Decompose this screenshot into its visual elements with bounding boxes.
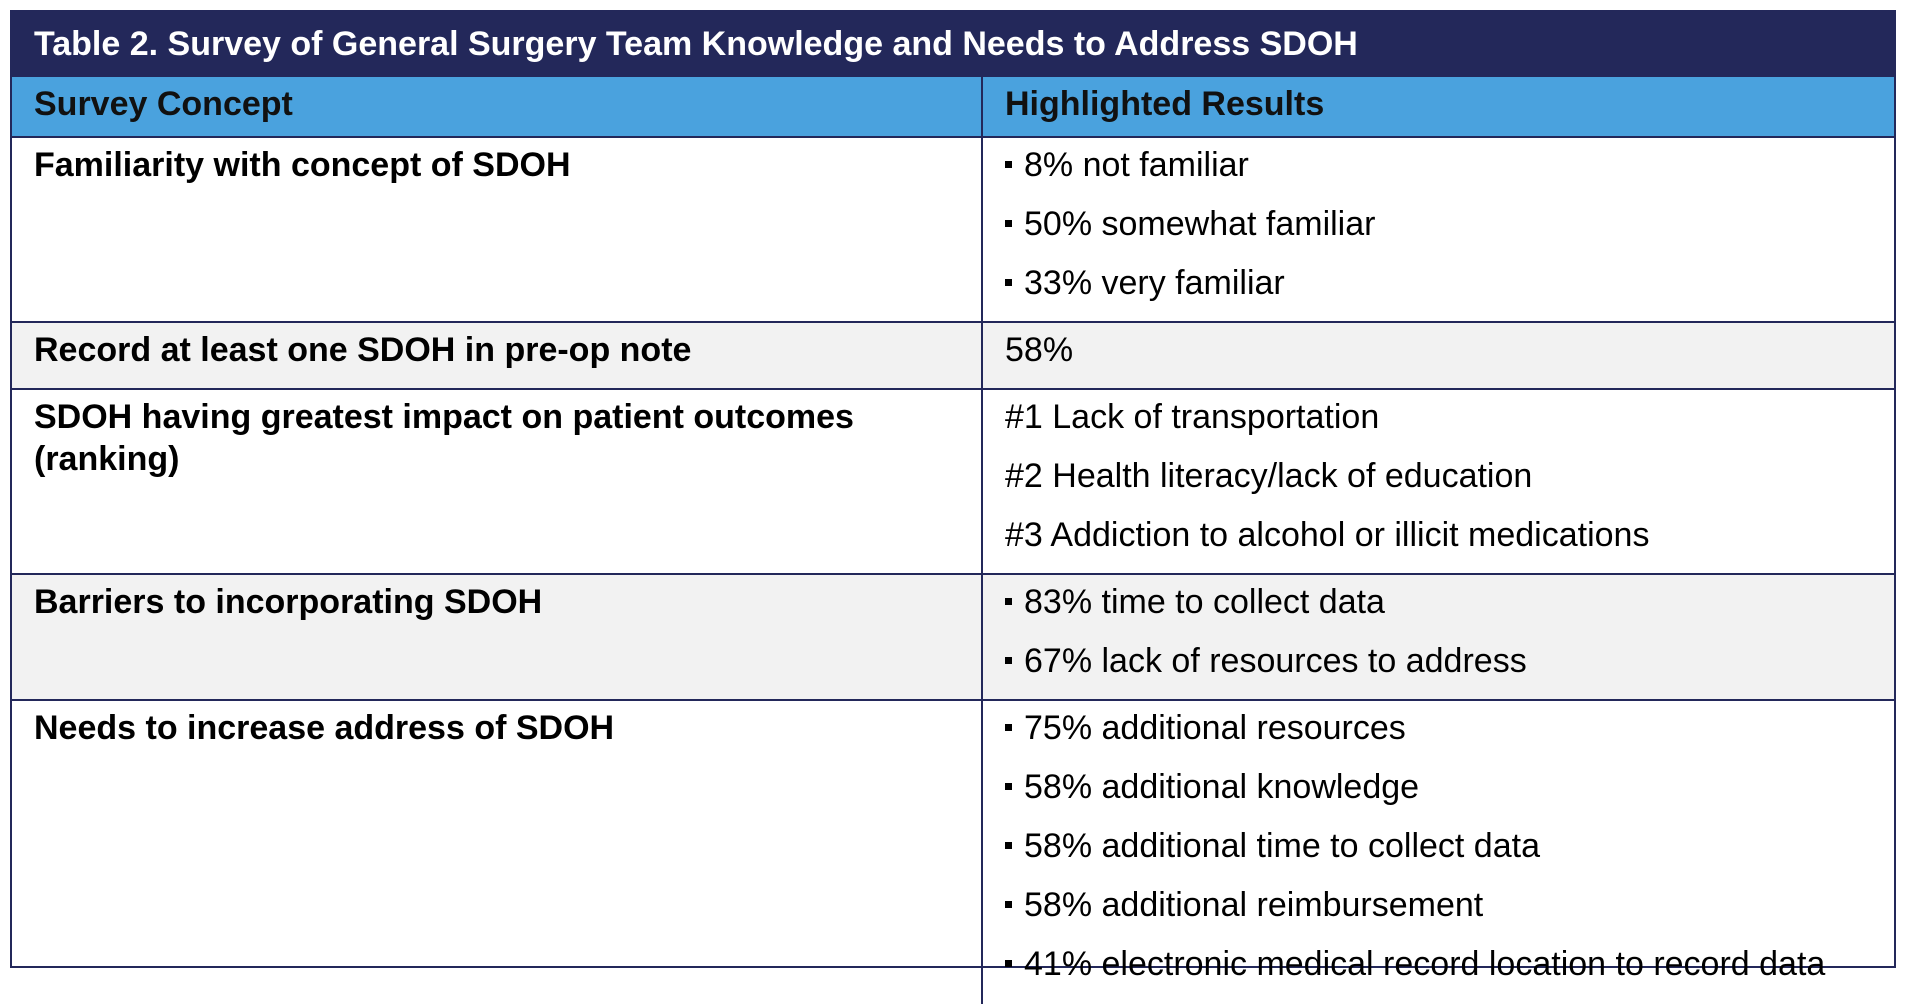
result-item: [1005, 884, 1872, 943]
table-row: [12, 137, 1894, 322]
result-text: 33% very familiar: [1024, 264, 1285, 302]
row-concept-greatest-impact: SDOH having greatest impact on patient outcomes (ranking): [12, 389, 982, 574]
result-text: 58% additional time to collect data: [1024, 827, 1540, 865]
bullet-marker: [1005, 842, 1012, 849]
column-header-survey-concept: Survey Concept: [12, 77, 982, 137]
bullet-marker: [1005, 724, 1012, 731]
row-concept-familiarity: Familiarity with concept of SDOH: [12, 137, 982, 322]
bullet-marker: [1005, 161, 1012, 168]
result-item: [1005, 329, 1872, 388]
result-text: 83% time to collect data: [1024, 583, 1385, 621]
result-text: 58% additional reimbursement: [1024, 886, 1484, 924]
table-row: [12, 700, 1894, 1004]
result-item: [1005, 514, 1872, 573]
result-item: [1005, 640, 1872, 699]
row-results-record-sdoh: [982, 322, 1894, 389]
survey-table-frame: [10, 10, 1896, 983]
row-results-barriers: [982, 574, 1894, 700]
result-text: 8% not familiar: [1024, 146, 1249, 184]
result-text: 58% additional knowledge: [1024, 768, 1420, 806]
bullet-marker: [1005, 901, 1012, 908]
row-results-familiarity: [982, 137, 1894, 322]
bullet-marker: [1005, 657, 1012, 664]
result-text: 58%: [1005, 331, 1074, 369]
result-text: 41% electronic medical record location to record data: [1024, 945, 1826, 983]
table-row: [12, 574, 1894, 700]
result-text: 67% lack of resources to address: [1024, 642, 1527, 680]
row-concept-needs: Needs to increase address of SDOH: [12, 700, 982, 1004]
result-item: [1005, 943, 1872, 1002]
bullet-marker: [1005, 279, 1012, 286]
result-text: #3 Addiction to alcohol or illicit medications: [1005, 516, 1650, 554]
table-title: Table 2. Survey of General Surgery Team Knowledge and Needs to Address SDOH: [12, 12, 1894, 77]
result-text: #2 Health literacy/lack of education: [1005, 457, 1533, 495]
table-row: [12, 389, 1894, 574]
row-concept-barriers: Barriers to incorporating SDOH: [12, 574, 982, 700]
row-concept-record-sdoh: Record at least one SDOH in pre-op note: [12, 322, 982, 389]
row-results-greatest-impact: [982, 389, 1894, 574]
result-item: [1005, 262, 1872, 321]
result-item: [1005, 825, 1872, 884]
row-results-needs: [982, 700, 1894, 1004]
column-header-highlighted-results: Highlighted Results: [982, 77, 1894, 137]
table-row: [12, 322, 1894, 389]
header-row: [12, 77, 1894, 137]
result-text: #1 Lack of transportation: [1005, 398, 1380, 436]
result-item: [1005, 144, 1872, 203]
result-item: [1005, 766, 1872, 825]
bullet-marker: [1005, 960, 1012, 967]
result-text: 75% additional resources: [1024, 709, 1406, 747]
result-item: [1005, 707, 1872, 766]
result-item: [1005, 581, 1872, 640]
result-item: [1005, 203, 1872, 262]
result-item: [1005, 396, 1872, 455]
result-text: 50% somewhat familiar: [1024, 205, 1376, 243]
result-item: [1005, 455, 1872, 514]
bullet-marker: [1005, 598, 1012, 605]
survey-table: [12, 77, 1894, 1004]
bullet-marker: [1005, 783, 1012, 790]
bullet-marker: [1005, 220, 1012, 227]
